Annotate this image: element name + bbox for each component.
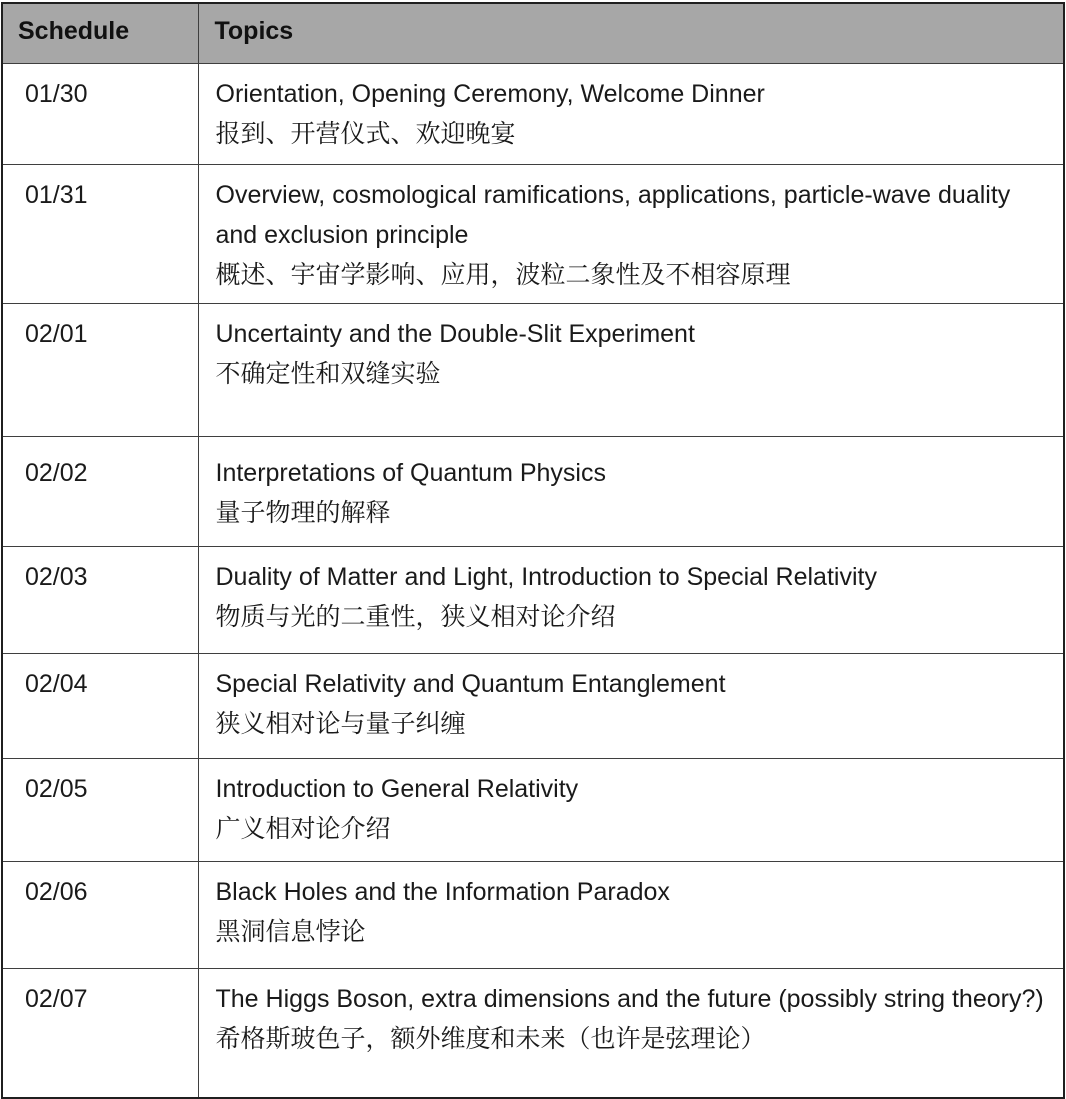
table-row (2, 436, 1064, 546)
header-topics: Topics (198, 3, 1064, 63)
schedule-date: 01/31 (2, 164, 198, 303)
topic-cell (198, 758, 1064, 861)
topic-chinese: 物质与光的二重性，狭义相对论介绍 (215, 602, 616, 631)
topic-cell (198, 303, 1064, 436)
topic-english: Duality of Matter and Light, Introduction to Special Relativity (215, 562, 877, 591)
schedule-date: 02/05 (2, 758, 198, 861)
table-row (2, 164, 1064, 303)
topic-english: Overview, cosmological ramifications, applications, particle-wave duality and exclusion principle (215, 180, 1011, 249)
topic-chinese: 报到、开营仪式、欢迎晚宴 (215, 119, 516, 148)
schedule-date: 01/30 (2, 63, 198, 164)
table-row (2, 758, 1064, 861)
schedule-table (1, 2, 1065, 1099)
table-row (2, 546, 1064, 653)
topic-cell (198, 164, 1064, 303)
topic-cell (198, 436, 1064, 546)
topic-chinese: 不确定性和双缝实验 (215, 359, 441, 388)
topic-chinese: 狭义相对论与量子纠缠 (215, 709, 466, 738)
topic-cell (198, 546, 1064, 653)
table-row (2, 63, 1064, 164)
schedule-date: 02/01 (2, 303, 198, 436)
topic-cell (198, 653, 1064, 758)
topic-chinese: 量子物理的解释 (215, 498, 391, 527)
topic-english: Black Holes and the Information Paradox (215, 877, 670, 906)
topic-cell (198, 968, 1064, 1098)
topic-english: Special Relativity and Quantum Entanglement (215, 669, 726, 698)
topic-chinese: 广义相对论介绍 (215, 814, 391, 843)
topic-english: The Higgs Boson, extra dimensions and the future (possibly string theory?) (215, 984, 1044, 1013)
schedule-date: 02/06 (2, 861, 198, 968)
topic-chinese: 概述、宇宙学影响、应用，波粒二象性及不相容原理 (215, 260, 791, 289)
topic-english: Interpretations of Quantum Physics (215, 458, 606, 487)
topic-english: Uncertainty and the Double-Slit Experiment (215, 319, 695, 348)
topic-english: Introduction to General Relativity (215, 774, 579, 803)
topic-chinese: 希格斯玻色子，额外维度和未来（也许是弦理论） (215, 1024, 766, 1053)
schedule-date: 02/02 (2, 436, 198, 546)
topic-chinese: 黑洞信息悖论 (215, 917, 366, 946)
topic-english: Orientation, Opening Ceremony, Welcome Dinner (215, 79, 765, 108)
schedule-date: 02/07 (2, 968, 198, 1098)
table-row (2, 303, 1064, 436)
header-schedule: Schedule (2, 3, 198, 63)
topic-cell (198, 63, 1064, 164)
table-row (2, 861, 1064, 968)
schedule-date: 02/04 (2, 653, 198, 758)
table-row (2, 653, 1064, 758)
topic-cell (198, 861, 1064, 968)
header-row (2, 3, 1064, 63)
table-row (2, 968, 1064, 1098)
schedule-date: 02/03 (2, 546, 198, 653)
